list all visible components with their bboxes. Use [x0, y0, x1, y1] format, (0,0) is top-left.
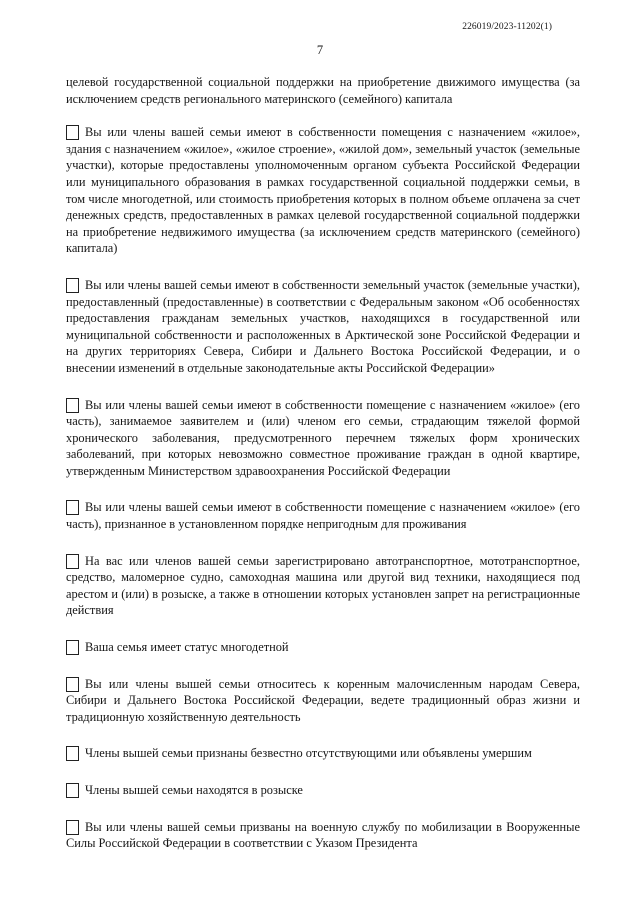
checkbox-10[interactable]: [66, 820, 79, 835]
checkbox-4[interactable]: [66, 500, 79, 515]
checkbox-9[interactable]: [66, 783, 79, 798]
checklist-item-text: Члены вышей семьи признаны безвестно отсутствующими или объявлены умершим: [85, 746, 532, 761]
checklist-item-text: Вы или члены вашей семьи имеют в собственности помещение с назначением «жилое» (его часть), занимаемое заявителем и (или) членом его семьи, страдающим тяжелой формой хронического заболевания, предусмотренного перечнем тяжелых форм хронических заболеваний, при которых невозможно совместное проживание граждан в одной квартире, утвержденным Министерством здравоохранения Российской Федерации: [66, 397, 580, 478]
checklist-item-10: [66, 819, 580, 852]
checkbox-5[interactable]: [66, 554, 79, 569]
page-number: 7: [316, 43, 324, 57]
checklist-item-text: Вы или члены вашей семьи имеют в собственности земельный участок (земельные участки), предоставленный (предоставленные) в соответствии с Федеральным законом «Об особенностях предоставления гражданам земельных участков, находящихся в государственной или муниципальной собственности и расположенных в Арктической зоне Российской Федерации и на других территориях Севера, Сибири и Дальнего Востока Российской Федерации, и о внесении изменений в отдельные законодательные акты Российской Федерации»: [66, 277, 580, 375]
checklist-item-text: Вы или члены вашей семьи имеют в собственности помещения с назначением «жилое», здания с назначением «жилое», «жилое строение», «жилой дом», земельный участок (земельные участки), которые предоставлены уполномоченным органом субъекта Российской Федерации или муниципального образования в рамках государственной социальной поддержки семьи, в том числе многодетной, или стоимость приобретения которых в полном объеме оплачена за счет денежных средств, предоставленных в рамках целевой государственной социальной поддержки на приобретение недвижимого имущества (за исключением средств материнского (семейного) капитала): [66, 125, 580, 256]
checklist-item-3: [66, 397, 580, 480]
checklist-item-2: [66, 277, 580, 377]
checklist-item-8: [66, 745, 580, 762]
checklist-item-9: [66, 782, 580, 799]
checklist-item-text: Вы или члены вашей семьи призваны на военную службу по мобилизации в Вооруженные Силы Российской Федерации в соответствии с Указом Президента: [66, 819, 580, 851]
checklist-item-7: [66, 676, 580, 726]
document-id: 226019/2023-11202(1): [462, 22, 552, 32]
checklist-item-text: Ваша семья имеет статус многодетной: [85, 640, 289, 655]
checklist-item-text: Вы или члены вашей семьи имеют в собственности помещение с назначением «жилое» (его часть), признанное в установленном порядке непригодным для проживания: [66, 500, 580, 532]
checklist-item-5: [66, 553, 580, 619]
checkbox-2[interactable]: [66, 278, 79, 293]
checklist-item-6: [66, 639, 580, 656]
checklist-item-1: [66, 124, 580, 257]
checkbox-8[interactable]: [66, 746, 79, 761]
checkbox-7[interactable]: [66, 677, 79, 692]
checklist-item-text: Вы или члены вышей семьи относитесь к коренным малочисленным народам Севера, Сибири и Дальнего Востока Российской Федерации, ведете традиционный образ жизни и традиционную хозяйственную деятельность: [66, 676, 580, 724]
document-body: [66, 74, 580, 872]
checklist-item-text: Члены вышей семьи находятся в розыске: [85, 783, 303, 797]
checklist-item-4: [66, 499, 580, 532]
checkbox-6[interactable]: [66, 640, 79, 655]
checklist-item-text: На вас или членов вашей семьи зарегистрировано автотранспортное, мототранспортное, средство, маломерное судно, самоходная машина или другой вид техники, находящиеся под арестом и (или) в розыске, а также в отношении которых установлен запрет на регистрационные действия: [66, 553, 580, 618]
intro-paragraph: целевой государственной социальной поддержки на приобретение движимого имущества (за исключением средств регионального материнского (семейного) капитала: [66, 75, 580, 106]
checkbox-3[interactable]: [66, 398, 79, 413]
checkbox-1[interactable]: [66, 125, 79, 140]
